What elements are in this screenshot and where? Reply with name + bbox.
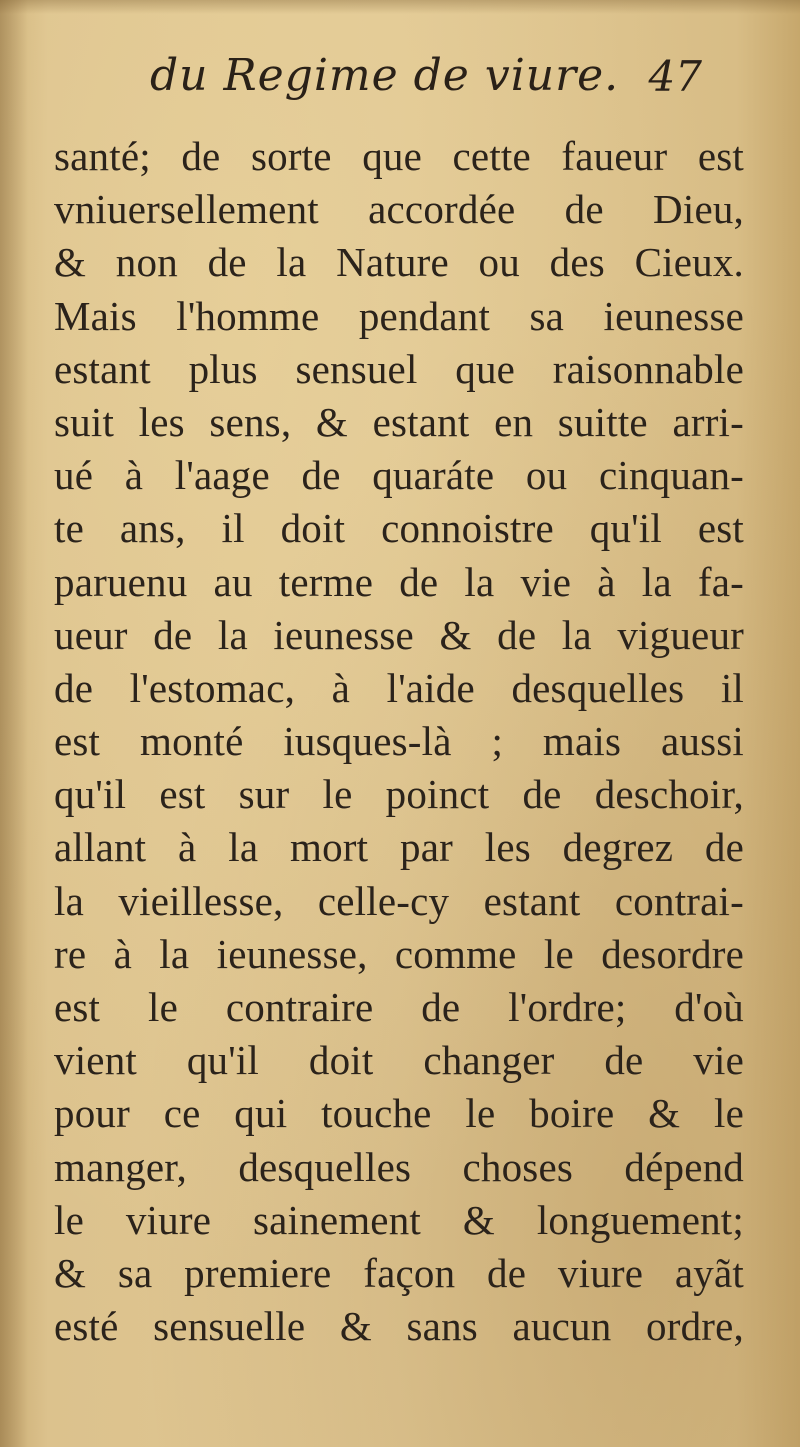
text-line: manger, desquelles choses dépend — [54, 1143, 744, 1190]
text-line: & non de la Nature ou des Cieux. — [54, 239, 744, 286]
text-line: le viure sainement & longuement; — [54, 1196, 744, 1243]
text-line: est monté iusques-là ; mais aussi — [54, 718, 744, 765]
text-line: la vieillesse, celle-cy estant contrai- — [54, 877, 744, 924]
text-line: ueur de la ieunesse & de la vigueur — [54, 611, 744, 658]
page-number: 47 — [648, 52, 702, 101]
text-line: de l'estomac, à l'aide desquelles il — [54, 664, 744, 711]
text-line: suit les sens, & estant en suitte arri- — [54, 398, 744, 445]
running-title: du Regime de viure. — [150, 50, 620, 101]
text-line: allant à la mort par les degrez de — [54, 824, 744, 871]
page-header — [150, 50, 710, 120]
text-line: vniuersellement accordée de Dieu, — [54, 186, 744, 233]
text-line: ué à l'aage de quaráte ou cinquan- — [54, 452, 744, 499]
text-line: & sa premiere façon de viure ayãt — [54, 1249, 744, 1296]
text-line: paruenu au terme de la vie à la fa- — [54, 558, 744, 605]
text-line: esté sensuelle & sans aucun ordre, — [54, 1303, 744, 1350]
text-line: qu'il est sur le poinct de deschoir, — [54, 771, 744, 818]
page-gutter-shadow — [0, 0, 28, 1447]
text-line: vient qu'il doit changer de vie — [54, 1037, 744, 1084]
text-line: santé; de sorte que cette faueur est — [54, 133, 744, 179]
text-line: Mais l'homme pendant sa ieunesse — [54, 292, 744, 339]
text-line: pour ce qui touche le boire & le — [54, 1090, 744, 1137]
text-line: te ans, il doit connoistre qu'il est — [54, 505, 744, 552]
text-line: estant plus sensuel que raisonnable — [54, 345, 744, 392]
text-line: est le contraire de l'ordre; d'où — [54, 984, 744, 1030]
body-text — [54, 130, 744, 1353]
page-top-edge — [0, 0, 800, 14]
text-line: re à la ieunesse, comme le desordre — [54, 930, 744, 977]
